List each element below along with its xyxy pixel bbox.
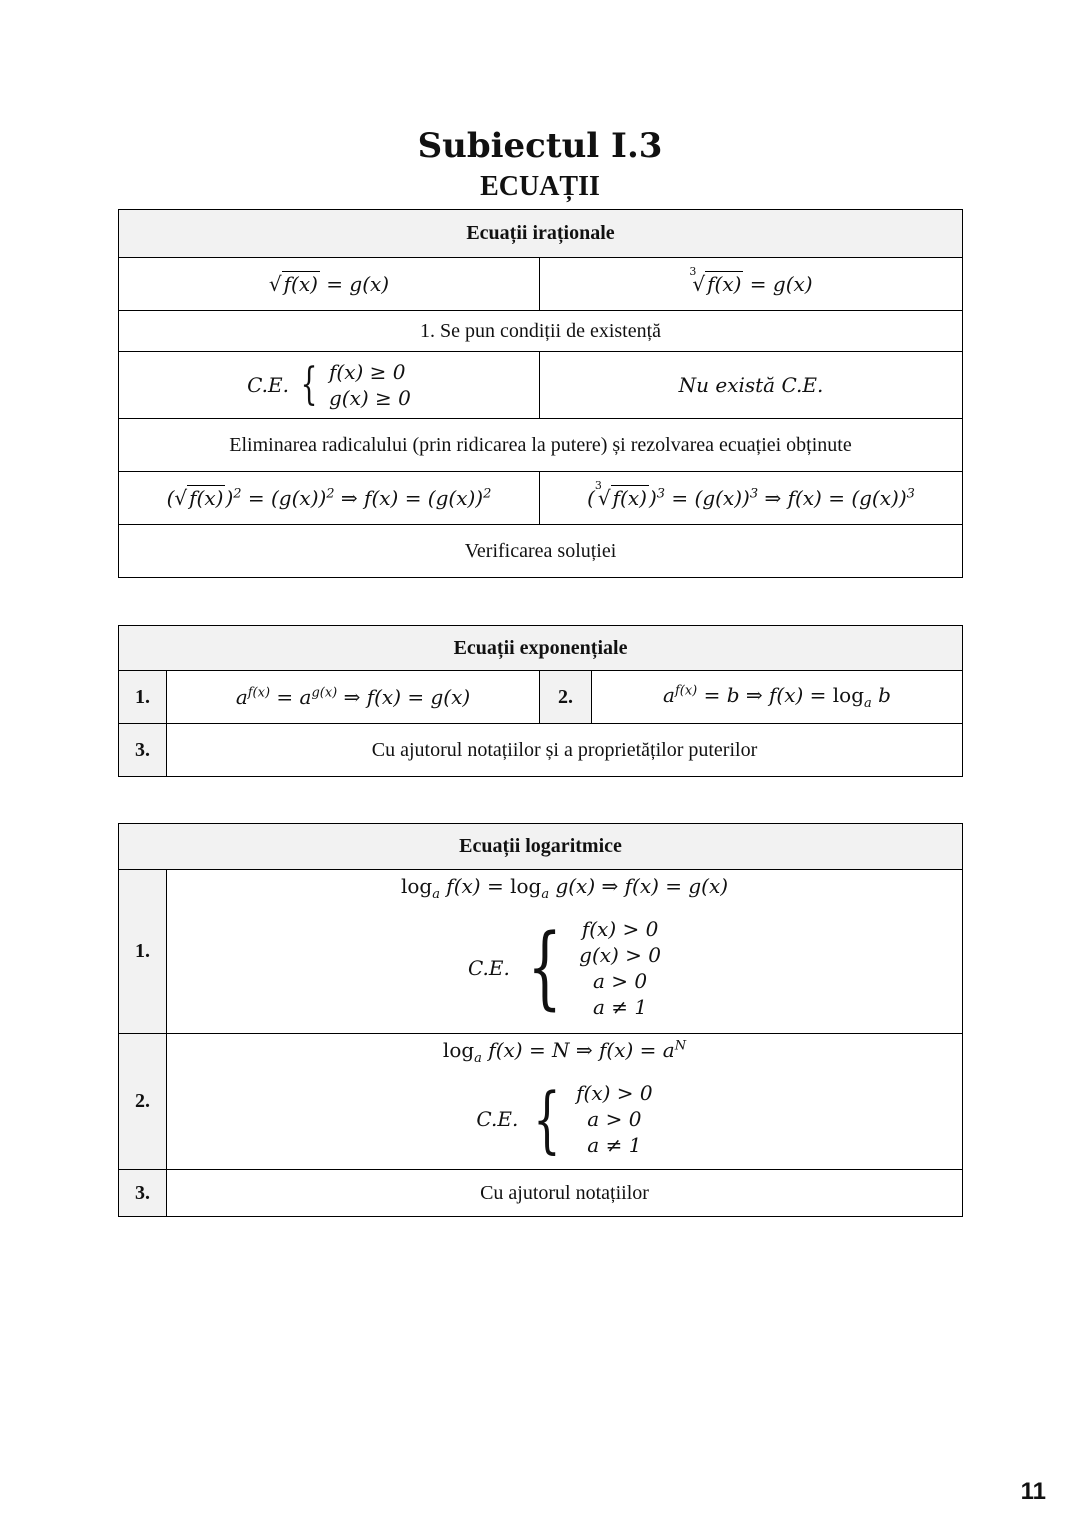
sqrt-eq-rhs: = g(x) xyxy=(326,272,390,296)
existence-conditions xyxy=(119,352,540,419)
cube-both-sides: ($^3$√ f(x) )$^3 = (g(x))^3$ ⇒ $f(x) = (g(x))^3$ xyxy=(540,472,963,525)
row-number: 2. xyxy=(540,671,592,724)
ce-condition: g(x) > 0 xyxy=(579,943,662,967)
exp-method-3: Cu ajutorul notațiilor și a proprietăților puterilor xyxy=(167,724,963,777)
ce-condition: f(x) ≥ 0 xyxy=(329,360,406,384)
irrational-header: Ecuații iraționale xyxy=(119,210,963,258)
irrational-equations-table xyxy=(118,209,963,578)
row-number: 1. xyxy=(119,671,167,724)
ce-condition: a > 0 xyxy=(593,969,648,993)
step-conditions: 1. Se pun condiții de existență xyxy=(119,311,963,352)
ce-label: C.E. xyxy=(476,1107,519,1131)
page-subtitle: ECUAȚII xyxy=(480,171,600,202)
sqrt-equation: √ f(x) = g(x) xyxy=(119,258,540,311)
exponential-equations-table xyxy=(118,625,963,777)
logarithmic-equations-table xyxy=(118,823,963,1217)
page-title: Subiectul I.3 xyxy=(417,126,663,166)
ce-condition: g(x) ≥ 0 xyxy=(329,386,411,410)
exp-method-2: $a^{f(x)} = b$ ⇒ $f(x) = \log_a b$ xyxy=(592,671,963,724)
brace-icon: { xyxy=(300,359,318,410)
brace-icon: { xyxy=(533,1077,561,1161)
no-conditions: Nu există C.E. xyxy=(540,352,963,419)
logarithmic-header: Ecuații logaritmice xyxy=(119,824,963,870)
row-number: 3. xyxy=(119,1170,167,1217)
row-number: 1. xyxy=(119,870,167,1034)
ce-label: C.E. xyxy=(467,956,510,980)
square-both-sides: (√ f(x) )$^2 = (g(x))^2$ ⇒ $f(x) = (g(x))^2$ xyxy=(119,472,540,525)
step-verify: Verificarea soluției xyxy=(119,525,963,578)
row-number: 2. xyxy=(119,1034,167,1170)
row-number: 3. xyxy=(119,724,167,777)
ce-condition: a > 0 xyxy=(587,1107,642,1131)
exponential-header: Ecuații exponențiale xyxy=(119,626,963,671)
ce-condition: a ≠ 1 xyxy=(593,995,648,1019)
page-number: 11 xyxy=(1020,1478,1046,1505)
ce-label: C.E. xyxy=(247,373,289,397)
log-method-1: $\log_a f(x) = \log_a g(x)$ ⇒ f(x) = g(x) C.E. { f(x) > 0 g(x) > 0 a > 0 a ≠ 1 xyxy=(167,870,963,1034)
brace-icon: { xyxy=(527,915,562,1020)
log-method-2: $\log_a f(x) = N$ ⇒ $f(x) = a^N$ C.E. { f(x) > 0 a > 0 a ≠ 1 xyxy=(167,1034,963,1170)
cbrt-eq-rhs: = g(x) xyxy=(749,272,813,296)
log-method-3: Cu ajutorul notațiilor xyxy=(167,1170,963,1217)
exp-method-1: $a^{f(x)} = a^{g(x)}$ ⇒ f(x) = g(x) xyxy=(167,671,540,724)
step-eliminate-radical: Eliminarea radicalului (prin ridicarea la putere) și rezolvarea ecuației obținute xyxy=(119,419,963,472)
cbrt-equation: $^3$√ f(x) = g(x) xyxy=(540,258,963,311)
ce-condition: f(x) > 0 xyxy=(581,917,659,941)
ce-condition: a ≠ 1 xyxy=(587,1133,642,1157)
ce-condition: f(x) > 0 xyxy=(576,1081,653,1105)
